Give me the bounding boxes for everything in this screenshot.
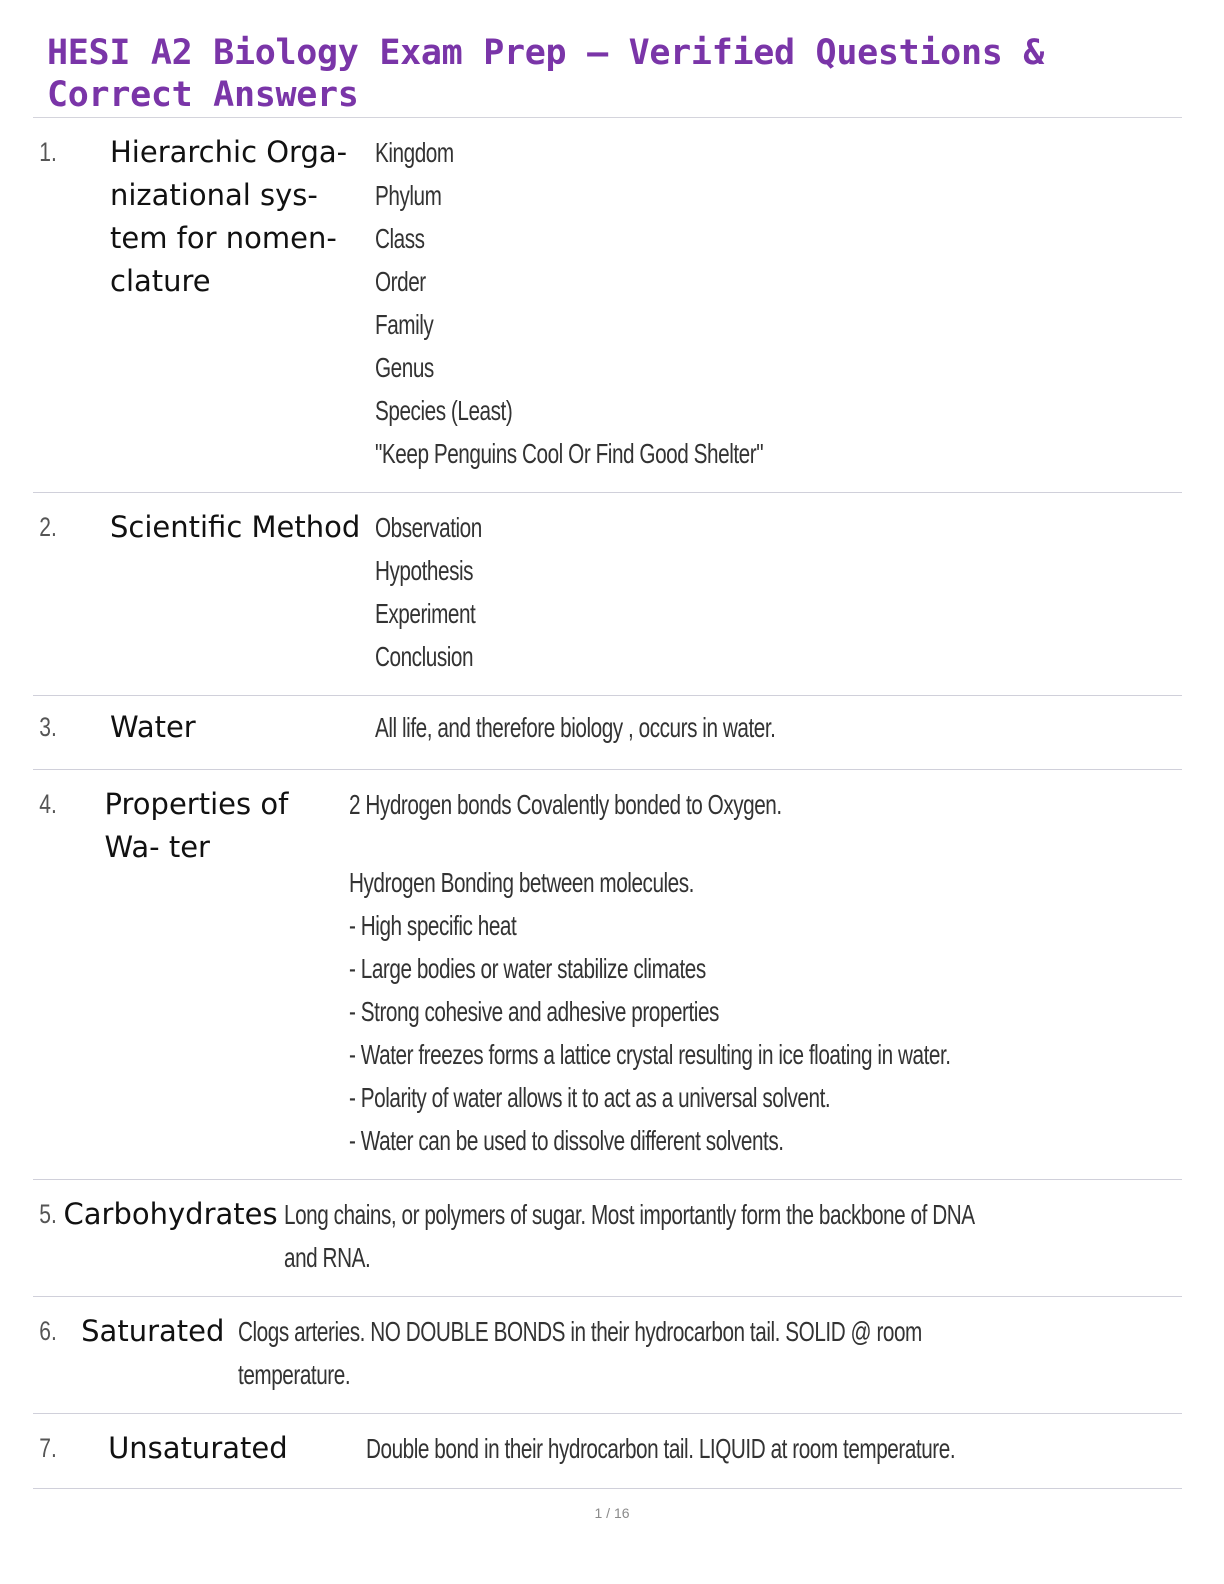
answer-line: - Water can be used to dissolve different solvents. [349, 1125, 784, 1156]
answer-line: - High specific heat [349, 910, 517, 941]
question-term: Properties of Wa- ter [104, 787, 289, 864]
answer-line: - Water freezes forms a lattice crystal resulting in ice floating in water. [349, 1039, 951, 1070]
answer-line: - Polarity of water allows it to act as a universal solvent. [349, 1082, 831, 1113]
qa-row [33, 118, 1182, 493]
page-number: 1 / 16 [594, 1505, 630, 1521]
answer-definition [375, 131, 1182, 492]
answer-line: - Strong cohesive and adhesive properties [349, 996, 720, 1027]
qa-row [33, 1180, 1182, 1297]
answer-line: - Large bodies or water stabilize climates [349, 953, 706, 984]
answer-line: Clogs arteries. NO DOUBLE BONDS in their hydrocarbon tail. SOLID @ room [237, 1316, 922, 1347]
answer-definition [375, 706, 1182, 769]
question-number: 7. [39, 1433, 57, 1463]
answer-definition [375, 506, 1182, 695]
qa-list [33, 118, 1182, 1489]
qa-row [33, 696, 1182, 770]
answer-line: Observation [375, 512, 482, 543]
question-number: 4. [39, 789, 57, 819]
question-term: Water [110, 710, 196, 744]
question-term: Hierarchic Orga- nizational sys- tem for nomen- clature [110, 135, 348, 298]
answer-line: Long chains, or polymers of sugar. Most importantly form the backbone of DNA [283, 1199, 975, 1230]
answer-line: Hypothesis [375, 555, 474, 586]
answer-line: Phylum [375, 180, 442, 211]
answer-definition [284, 1193, 1224, 1296]
question-term: Saturated [81, 1314, 225, 1348]
answer-line: Conclusion [375, 641, 474, 672]
qa-row [33, 493, 1182, 696]
answer-line: Genus [375, 352, 434, 383]
answer-line: 2 Hydrogen bonds Covalently bonded to Oxygen. [349, 789, 782, 820]
answer-line: Family [375, 309, 434, 340]
answer-line: Experiment [375, 598, 476, 629]
answer-line: and RNA. [283, 1242, 370, 1273]
qa-row [33, 770, 1182, 1180]
answer-line: Kingdom [375, 137, 454, 168]
answer-line: All life, and therefore biology , occurs in water. [375, 712, 776, 743]
qa-row [33, 1297, 1182, 1414]
answer-line: Order [375, 266, 426, 297]
question-number: 6. [39, 1316, 57, 1346]
question-term: Scientific Method [110, 510, 361, 544]
answer-line: Hydrogen Bonding between molecules. [349, 867, 695, 898]
answer-line: Class [375, 223, 425, 254]
answer-line: Double bond in their hydrocarbon tail. LIQUID at room temperature. [365, 1433, 955, 1464]
qa-row [33, 1414, 1182, 1489]
document-title: HESI A2 Biology Exam Prep – Verified Questions & Correct Answers [47, 33, 1045, 115]
blank-spacer [349, 826, 1162, 861]
answer-definition [349, 783, 1182, 1179]
question-number: 1. [39, 137, 57, 167]
answer-line: Species (Least) [375, 395, 513, 426]
question-number: 5. [39, 1199, 57, 1229]
answer-definition [366, 1427, 1182, 1488]
answer-line: temperature. [237, 1359, 350, 1390]
answer-definition [238, 1310, 1182, 1413]
question-number: 2. [39, 512, 57, 542]
question-term: Unsaturated [108, 1431, 288, 1465]
question-term: Carbohydrates [63, 1197, 278, 1231]
answer-line: "Keep Penguins Cool Or Find Good Shelter" [375, 438, 764, 469]
question-number: 3. [39, 712, 57, 742]
